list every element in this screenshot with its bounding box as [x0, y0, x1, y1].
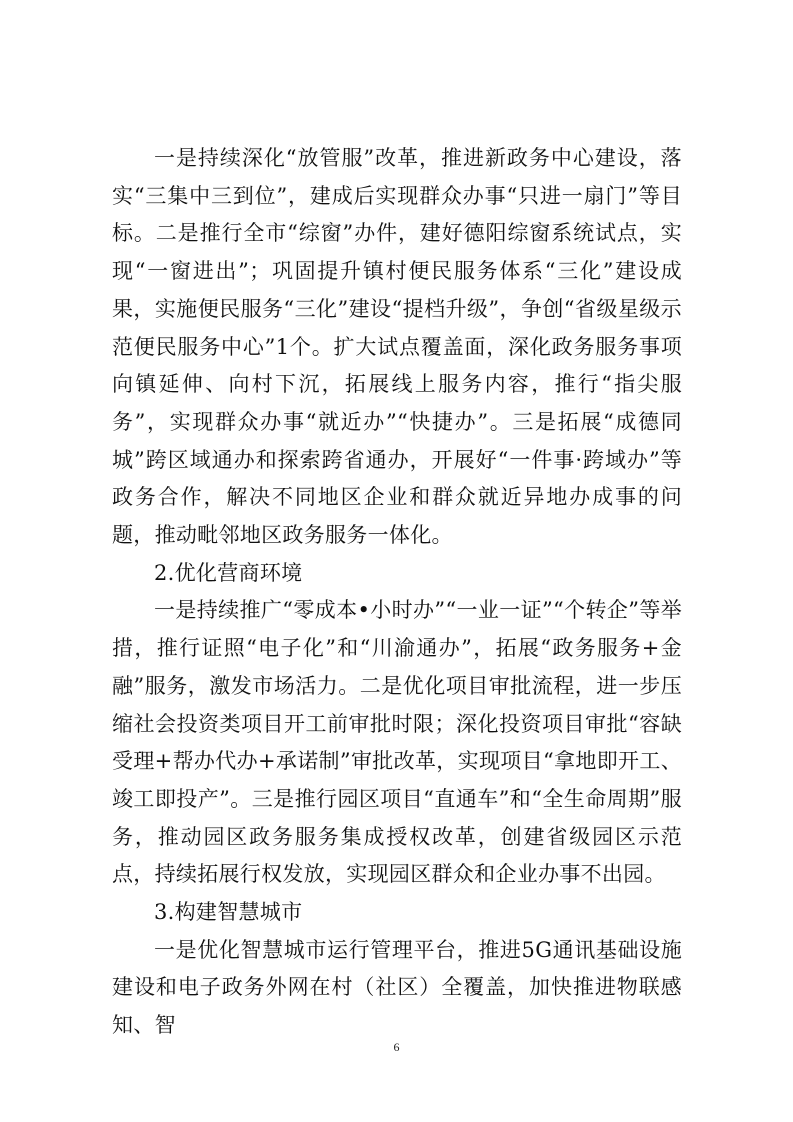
page-number: 6: [393, 1040, 400, 1054]
paragraph-business-environment: 一是持续推广“零成本•小时办”“一业一证”“个转企”等举措，推行证照“电子化”和“川渝通办”，拓展“政务服务+金融”服务，激发市场活力。二是优化项目审批流程，进一步压缩社会投资类项目开工前审批时限；深化投资项目审批“容缺受理+帮办代办+承诺制”审批改革，实现项目“拿地即开工、竣工即投产”。三是推行园区项目“直通车”和“全生命周期”服务，推动园区政务服务集成授权改革，创建省级园区示范点，持续拓展行权发放，实现园区群众和企业办事不出园。: [112, 598, 682, 887]
paragraph-reform: 一是持续深化“放管服”改革，推进新政务中心建设，落实“三集中三到位”，建成后实现群众办事“只进一扇门”等目标。二是推行全市“综窗”办件，建好德阳综窗系统试点，实现“一窗进出”；巩固提升镇村便民服务体系“三化”建设成果，实施便民服务“三化”建设“提档升级”，争创“省级星级示范便民服务中心”1个。扩大试点覆盖面，深化政务服务事项向镇延伸、向村下沉，拓展线上服务内容，推行“指尖服务”，实现群众办事“就近办”“快捷办”。三是拓展“成德同城”跨区域通办和探索跨省通办，开展好“一件事·跨域办”等政务合作，解决不同地区企业和群众就近异地办成事的问题，推动毗邻地区政务服务一体化。: [112, 146, 682, 548]
section-heading-business-environment: 2.优化营商环境: [154, 560, 303, 585]
document-body: [112, 140, 682, 1045]
paragraph-smart-city: 一是优化智慧城市运行管理平台，推进5G通讯基础设施建设和电子政务外网在村（社区）全覆盖，加快推进物联感知、智: [112, 937, 682, 1038]
section-heading-smart-city: 3.构建智慧城市: [154, 900, 303, 925]
